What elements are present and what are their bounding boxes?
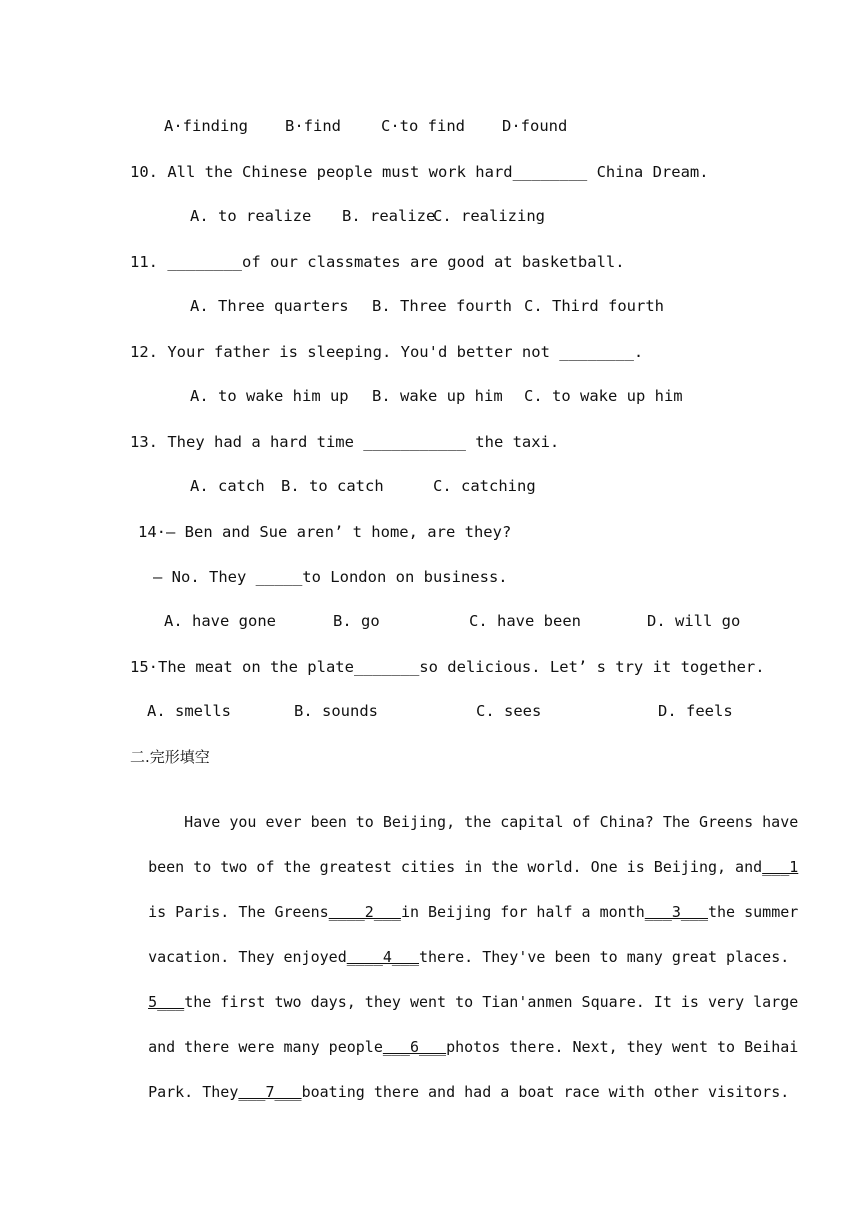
passage-text: the first two days, they went to Tian'anmen Square. It is very large [184, 993, 799, 1011]
passage-line-6 [130, 1017, 798, 1057]
q15-option-b: B. sounds [294, 702, 378, 720]
q10-option-b: B. realize [342, 207, 436, 225]
passage-text: is Paris. The Greens [148, 903, 329, 921]
passage-text: boating there and had a boat race with other visitors. [301, 1083, 790, 1101]
q15-stem: 15·The meat on the plate_______so delicious. Let’ s try it together. [130, 658, 765, 676]
blank-4: ____4___ [346, 948, 419, 966]
q11-option-b: B. Three fourth [372, 297, 512, 315]
q15-option-d: D. feels [658, 702, 733, 720]
q14-option-a: A. have gone [164, 612, 276, 630]
blank-3: ___3___ [644, 903, 708, 921]
passage-line-2 [130, 837, 798, 877]
q11-option-a: A. Three quarters [190, 297, 349, 315]
q12-option-b: B. wake up him [372, 387, 503, 405]
blank-1: ___1 [762, 858, 799, 876]
passage-text: photos there. Next, they went to Beihai [446, 1038, 799, 1056]
q9-option-b: B·find [285, 117, 341, 135]
q9-option-a: A·finding [164, 117, 248, 135]
q13-stem: 13. They had a hard time ___________ the taxi. [130, 433, 560, 451]
passage-text: been to two of the greatest cities in the world. One is Beijing, and [148, 858, 763, 876]
blank-2: ____2___ [328, 903, 401, 921]
q14-option-d: D. will go [647, 612, 741, 630]
passage-text: Have you ever been to Beijing, the capital of China? The Greens have [148, 813, 799, 831]
q14-answer-line: — No. They _____to London on business. [153, 568, 508, 586]
passage-line-4 [130, 927, 789, 967]
passage-line-1 [130, 792, 798, 832]
blank-7: ___7___ [238, 1083, 302, 1101]
passage-line-5 [130, 972, 798, 1012]
q15-option-c: C. sees [476, 702, 542, 720]
q14-option-b: B. go [333, 612, 380, 630]
q11-option-c: C. Third fourth [524, 297, 664, 315]
passage-text: there. They've been to many great places. [419, 948, 790, 966]
q14-option-c: C. have been [469, 612, 581, 630]
q9-option-c: C·to find [381, 117, 465, 135]
passage-text: the summer [708, 903, 799, 921]
q12-option-c: C. to wake up him [524, 387, 683, 405]
q13-option-c: C. catching [433, 477, 536, 495]
section-title: 二.完形填空 [130, 748, 210, 766]
passage-text: in Beijing for half a month [400, 903, 645, 921]
q10-option-a: A. to realize [190, 207, 312, 225]
q11-stem: 11. ________of our classmates are good at basketball. [130, 253, 625, 271]
q10-stem: 10. All the Chinese people must work hard________ China Dream. [130, 163, 709, 181]
passage-text: Park. They [148, 1083, 239, 1101]
blank-6: ___6___ [382, 1038, 447, 1056]
q13-option-b: B. to catch [281, 477, 384, 495]
passage-text: and there were many people [148, 1038, 383, 1056]
passage-line-3 [130, 882, 798, 922]
passage-line-7 [130, 1062, 789, 1102]
q12-stem: 12. Your father is sleeping. You'd better not ________. [130, 343, 644, 361]
q9-option-d: D·found [502, 117, 568, 135]
blank-5: 5___ [148, 993, 185, 1011]
passage-text: vacation. They enjoyed [148, 948, 347, 966]
q10-option-c: C. realizing [433, 207, 545, 225]
q15-option-a: A. smells [147, 702, 231, 720]
q13-option-a: A. catch [190, 477, 265, 495]
q12-option-a: A. to wake him up [190, 387, 349, 405]
q14-stem: 14·— Ben and Sue aren’ t home, are they? [138, 523, 512, 541]
